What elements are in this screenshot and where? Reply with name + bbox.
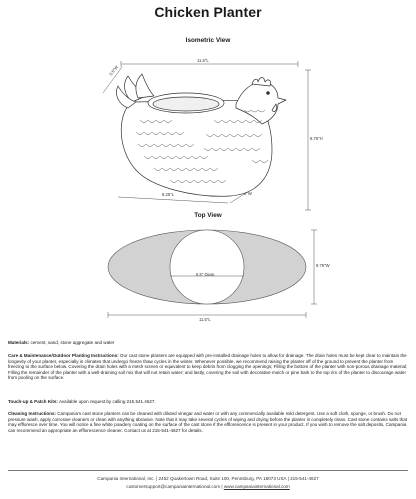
materials-label: Materials: bbox=[8, 340, 30, 345]
page-title: Chicken Planter bbox=[154, 4, 262, 20]
cleaning-label: Cleaning Instructions: bbox=[8, 411, 56, 416]
top-dim-opening: 5.5" Diam. bbox=[196, 272, 216, 277]
care-paragraph bbox=[8, 353, 408, 381]
iso-dim-bottom-left: 8.25"L bbox=[162, 192, 174, 197]
materials-text: cement, sand, stone aggregate and water bbox=[29, 340, 115, 345]
iso-dim-left: 5.5"W bbox=[108, 64, 120, 77]
isometric-view-heading: Isometric View bbox=[185, 37, 231, 44]
top-view-heading: Top View bbox=[194, 212, 222, 219]
touchup-paragraph bbox=[8, 399, 408, 405]
iso-dim-bottom-right: 8"W bbox=[244, 191, 252, 196]
chicken-planter-illustration bbox=[0, 0, 416, 220]
footer-address: Campania International, Inc. | 2452 Quakertown Road, Suite 100, Pennsburg, PA 18073 USA | 215-541-4627 bbox=[97, 476, 319, 481]
care-label: Care & Maintenance/Outdoor Planting Instructions: bbox=[8, 353, 119, 358]
touchup-label: Touch-up & Patch Kits: bbox=[8, 399, 58, 404]
footer-website-link[interactable]: www.campaniainternational.com bbox=[223, 484, 290, 489]
top-dim-bottom: 11.5"L bbox=[199, 317, 211, 322]
cleaning-text: Campania's cast stone planters can be cleaned with diluted vinegar and water or with any commercially available mild detergent. Use a soft cloth, sponge, or brush. Do not pressure wash, apply corrosive cleaners or clean with anything abrasive. Note that it may take several cycles of wiping and drying before the planter is completely clean. Cast stone contains salts that may effloresce over time. You will notice a fine white powdery coating on the surface of the cast stone if the efflorescence is present in your product. If you wish to remove the salt deposits, Campania can recommend an appropriate an efflorescence cleaner. Contact us at 215-541-4627 for details. bbox=[8, 411, 408, 433]
cleaning-paragraph bbox=[8, 411, 408, 433]
footer-contact bbox=[0, 484, 416, 489]
materials-paragraph bbox=[8, 340, 408, 346]
footer-divider bbox=[8, 470, 408, 471]
touchup-text: Available upon request by calling 215.541.4627. bbox=[57, 399, 156, 404]
iso-dim-top: 11.5"L bbox=[197, 58, 209, 63]
care-text: Our cast stone planters are equipped with pre-installed drainage holes to allow for drainage. The drain holes must be kept clear to maintain the longevity of your planter, especially in climates that undergo freeze thaw cycles in the winter. Whenever possible, we recommend raising the planter off of the ground to prevent the planter from freezing to the surface below. Covering the drain holes with a mesh screen or equivalent to keep debris from clogging the openings; Filling the bottom of the planter with non-porous drainage material; Filling the remainder of the planter with a well-draining soil mix that will not retain water; and lastly, covering the soil with decorative mulch or pine bark to the top rim of the planter to discourage water from pooling on the surface. bbox=[8, 353, 408, 381]
top-view-drawing bbox=[0, 220, 416, 360]
footer-email: customersupport@campaniainternational.com | bbox=[126, 484, 224, 489]
iso-dim-right: 8.75"H bbox=[310, 136, 323, 141]
top-dim-right: 9.75"W bbox=[316, 263, 330, 268]
